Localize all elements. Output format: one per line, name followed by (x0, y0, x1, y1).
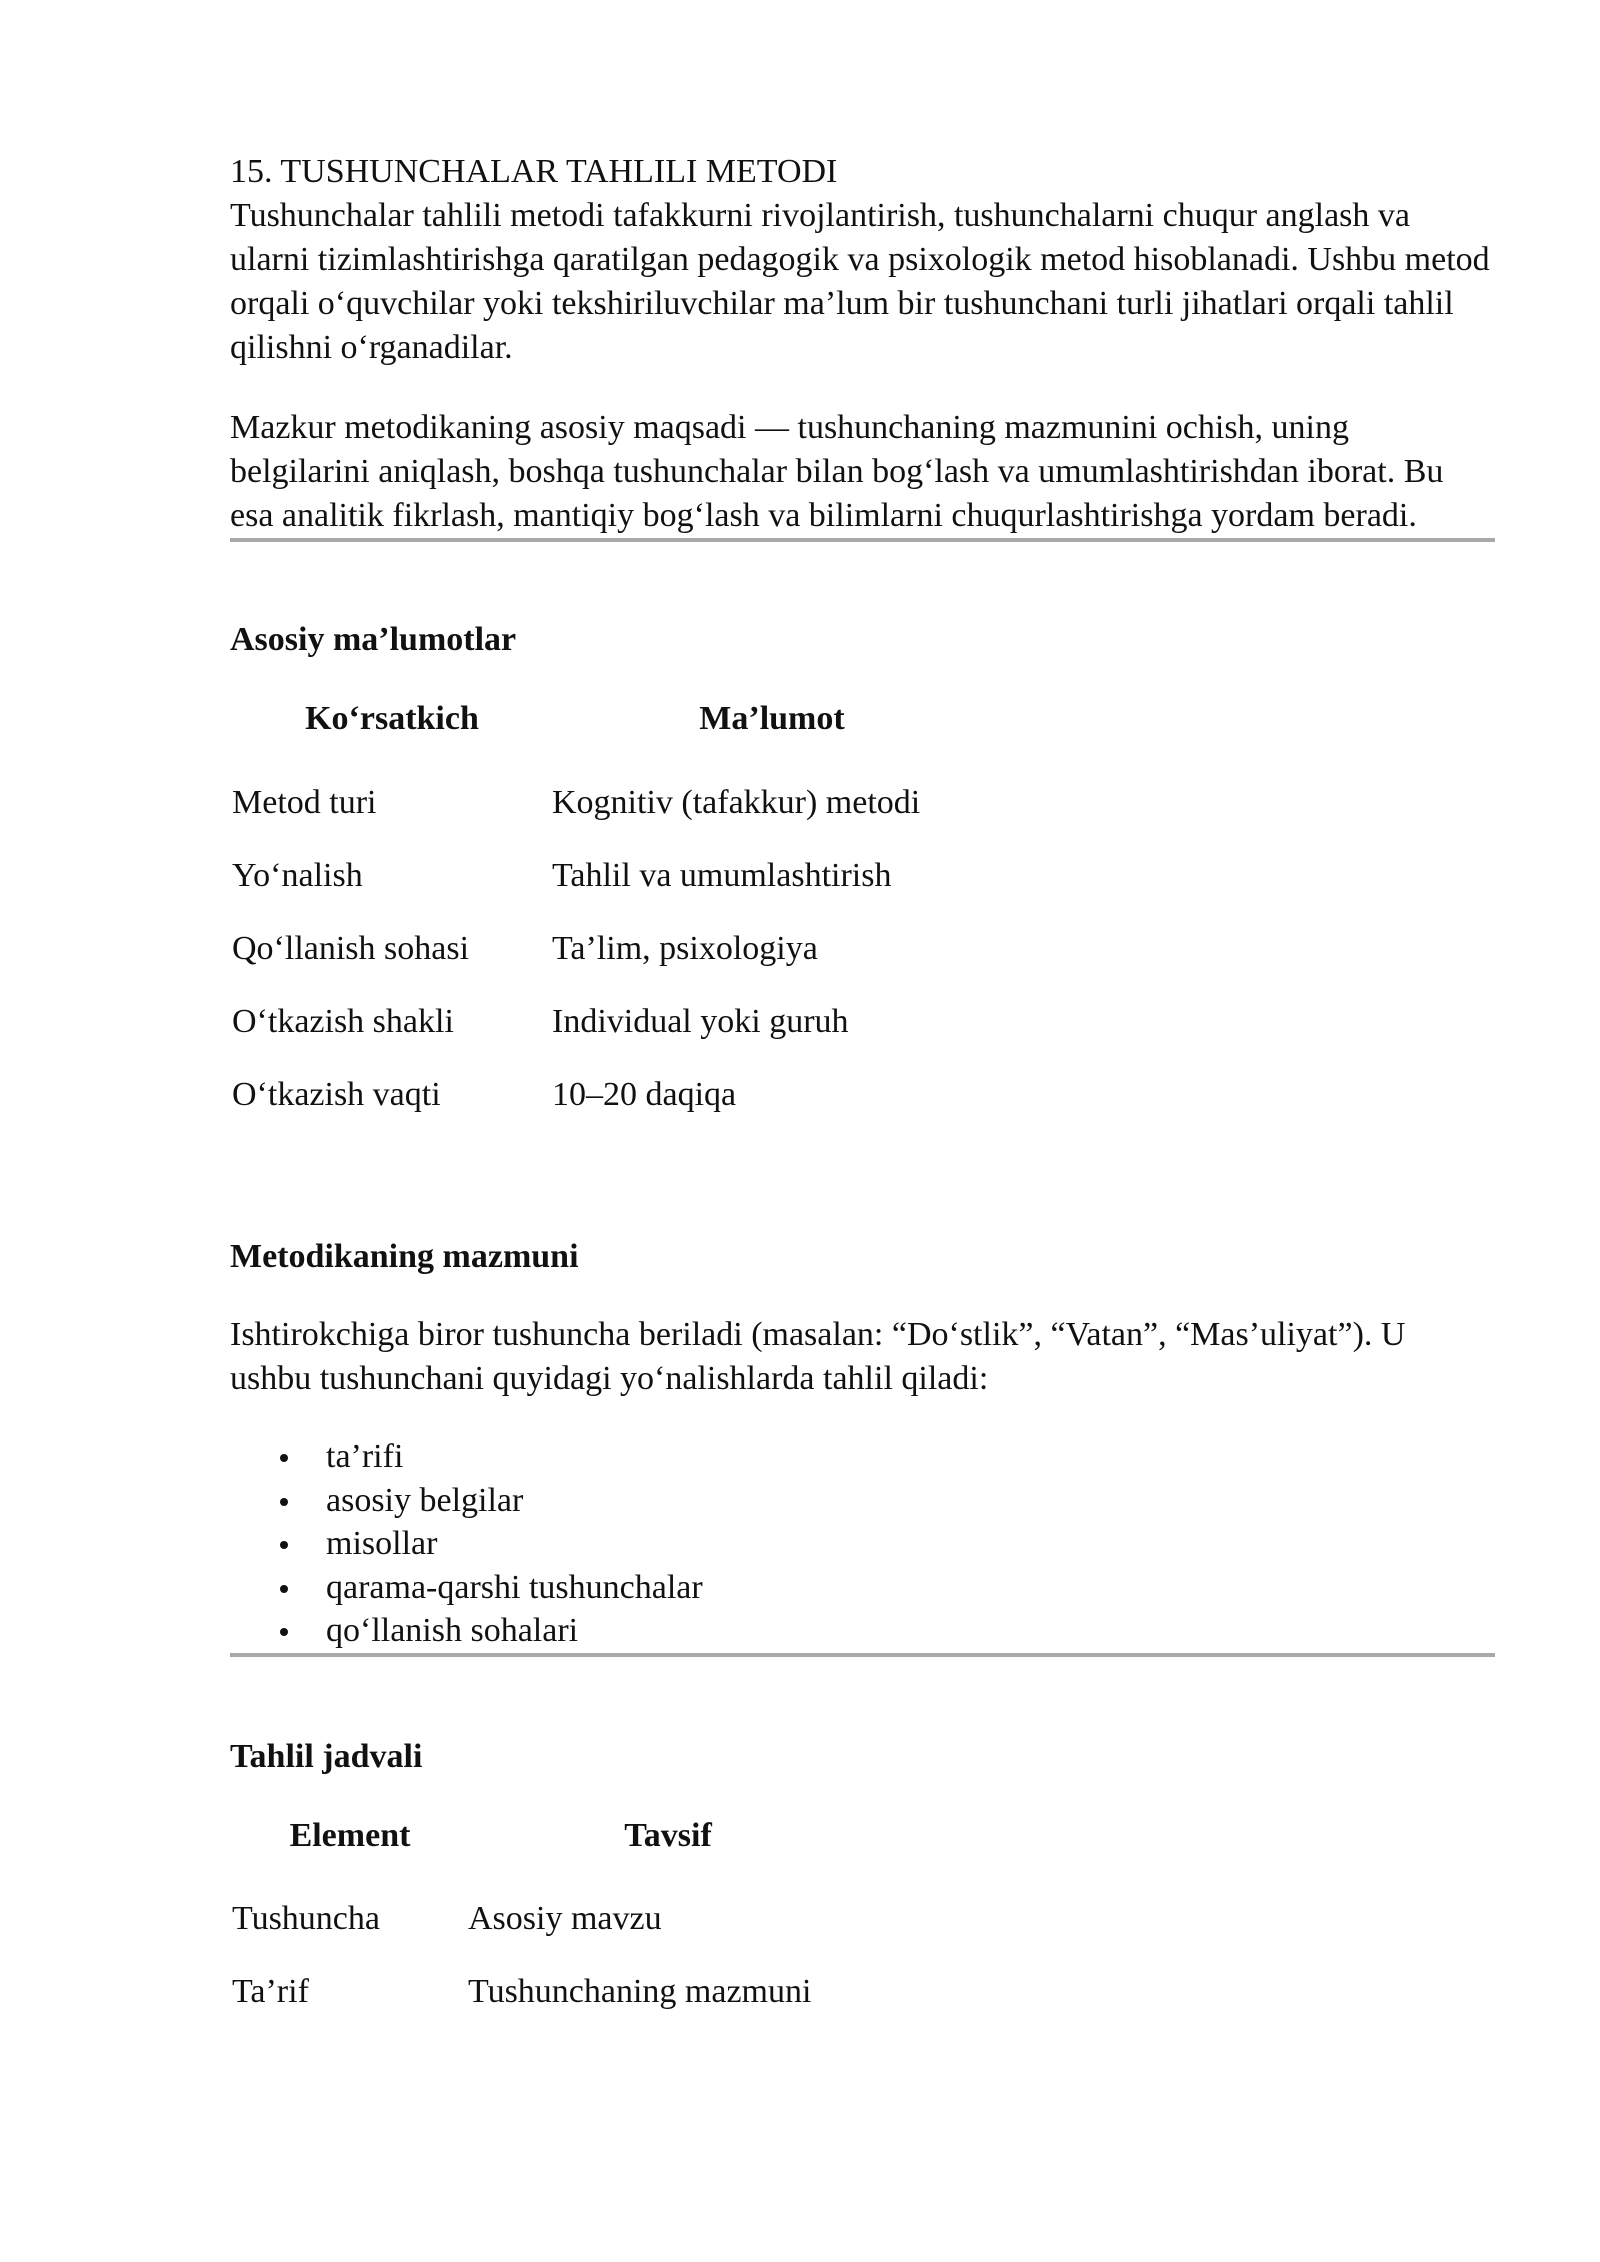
table-cell: Kognitiv (tafakkur) metodi (552, 783, 921, 821)
method-content-paragraph: Ishtirokchiga biror tushuncha beriladi (masalan: “Do‘stlik”, “Vatan”, “Mas’uliyat”). U ushbu tushunchani quyidagi yo‘nalishlarda tahlil qiladi: (230, 1316, 1406, 1397)
basic-info-heading: Asosiy ma’lumotlar (230, 621, 517, 658)
method-content-heading: Metodikaning mazmuni (230, 1238, 579, 1275)
document-title: 15. TUSHUNCHALAR TAHLILI METODI (230, 153, 838, 190)
table-cell: Metod turi (232, 783, 377, 821)
analysis-table (230, 1813, 868, 2029)
column-header: Ko‘rsatkich (305, 700, 479, 737)
table-row (230, 985, 992, 1058)
table-cell: O‘tkazish shakli (232, 1002, 454, 1040)
goal-paragraph: Mazkur metodikaning asosiy maqsadi — tushunchaning mazmunini ochish, uning belgilarini aniqlash, boshqa tushunchalar bilan bog‘lash va umumlashtirishdan iborat. Bu esa analitik fikrlash, mantiqiy bog‘lash va bilimlarni chuqurlashtirishga yordam beradi. (230, 409, 1444, 534)
list-item: ta’rifi (326, 1435, 1495, 1479)
list-item: misollar (326, 1522, 1495, 1566)
table-cell: Asosiy mavzu (468, 1900, 662, 1937)
table-cell: O‘tkazish vaqti (232, 1075, 441, 1113)
table-cell: Ta’lim, psixologiya (552, 929, 818, 967)
document-content (230, 150, 1495, 2029)
column-header: Element (289, 1816, 411, 1854)
table-cell: Tahlil va umumlashtirish (552, 856, 892, 894)
table-header-row (230, 1813, 868, 1859)
table-row (230, 1859, 868, 1956)
table-row (230, 742, 992, 839)
analysis-directions-list (230, 1435, 1495, 1653)
analysis-table-heading: Tahlil jadvali (230, 1737, 423, 1775)
column-header: Tavsif (624, 1816, 712, 1854)
list-item: qarama-qarshi tushunchalar (326, 1566, 1495, 1610)
section-divider (230, 1653, 1495, 1657)
table-row (230, 1058, 992, 1131)
table-cell: Yo‘nalish (232, 856, 363, 894)
list-item: asosiy belgilar (326, 1479, 1495, 1523)
table-cell: Qo‘llanish sohasi (232, 929, 470, 967)
table-cell: Individual yoki guruh (552, 1002, 849, 1040)
table-cell: Ta’rif (232, 1973, 309, 2010)
table-header-row (230, 696, 992, 742)
column-header: Ma’lumot (699, 700, 845, 737)
table-row (230, 839, 992, 912)
table-row (230, 912, 992, 985)
table-cell: 10–20 daqiqa (552, 1075, 737, 1113)
section-divider (230, 538, 1495, 542)
list-item: qo‘llanish sohalari (326, 1609, 1495, 1653)
table-cell: Tushunchaning mazmuni (468, 1973, 812, 2010)
basic-info-table (230, 696, 992, 1131)
table-cell: Tushuncha (232, 1900, 380, 1937)
table-row (230, 1956, 868, 2029)
intro-paragraph: Tushunchalar tahlili metodi tafakkurni rivojlantirish, tushunchalarni chuqur anglash va ularni tizimlashtirishga qaratilgan pedagogik va psixologik metod hisoblanadi. Ushbu metod orqali o‘quvchilar yoki tekshiriluvchilar ma’lum bir tushunchani turli jihatlari orqali tahlil qilishni o‘rganadilar. (230, 197, 1490, 366)
